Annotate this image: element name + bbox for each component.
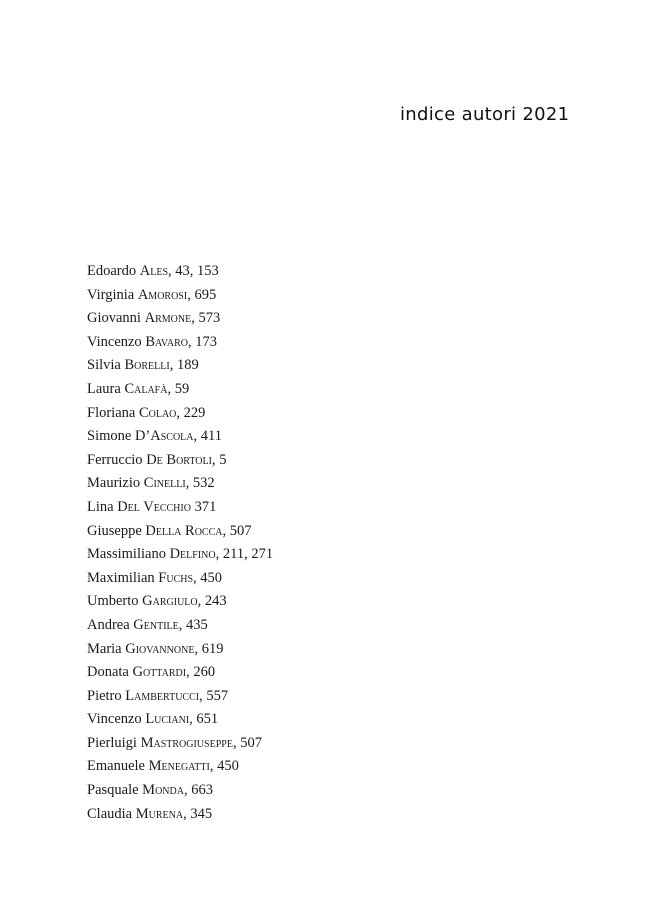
author-surname: Colao [138,404,177,421]
author-surname: Ales [139,263,168,279]
author-surname: Menegatti [148,758,210,775]
author-pages: , 507 [232,734,262,751]
author-first-name: Massimiliano [87,546,166,563]
author-surname: Calafà [124,380,168,397]
author-pages: , 651 [189,711,219,728]
author-first-name: Claudia [87,805,133,822]
page-title: indice autori 2021 [400,104,570,125]
author-first-name: Laura [87,380,121,397]
author-surname: Cinelli [143,475,186,492]
author-first-name: Vincenzo [87,333,142,350]
author-surname: Amorosi [137,286,188,303]
author-first-name: Andrea [87,616,130,633]
author-entry [87,543,273,567]
author-first-name: Virginia [87,286,135,303]
author-pages: , 173 [187,333,217,350]
author-surname: Gottardi [132,664,187,681]
author-first-name: Edoardo [87,263,137,279]
author-pages: , 619 [194,640,224,657]
author-entry [87,803,273,827]
author-entry [87,732,273,756]
author-entry [87,425,273,449]
author-entry [87,331,273,355]
author-pages: 371 [190,498,217,515]
author-pages: , 532 [185,475,215,492]
author-pages: , 345 [183,805,213,822]
author-first-name: Ferruccio [87,451,143,468]
author-surname: De Bortoli [146,451,212,468]
author-entry [87,614,273,638]
author-first-name: Pasquale [87,782,139,799]
author-pages: , 557 [199,687,229,704]
author-pages: , 43, 153 [168,263,219,279]
author-surname: Monda [142,782,184,799]
author-first-name: Simone [87,428,132,445]
author-entry [87,661,273,685]
author-first-name: Giovanni [87,310,141,327]
author-surname: Borelli [124,357,170,374]
author-entry [87,567,273,591]
author-pages: , 189 [169,357,199,374]
author-first-name: Maurizio [87,475,141,492]
author-surname: Del Vecchio [117,498,191,515]
author-first-name: Donata [87,664,129,681]
author-entry [87,354,273,378]
author-pages: , 450 [193,569,223,586]
author-surname: Luciani [145,711,190,728]
author-entry [87,708,273,732]
author-pages: , 663 [183,782,213,799]
author-pages: , 211, 271 [215,546,274,563]
author-index-list [87,260,273,826]
author-first-name: Vincenzo [87,711,142,728]
author-pages: , 229 [176,404,206,421]
author-first-name: Lina [87,498,114,515]
author-entry [87,402,273,426]
author-surname: D’Ascola [134,428,194,445]
author-first-name: Pietro [87,687,122,704]
author-entry [87,472,273,496]
author-surname: Giovannone [125,640,195,657]
author-entry [87,378,273,402]
author-pages: , 695 [187,286,217,303]
author-pages: , 573 [191,310,221,327]
author-first-name: Umberto [87,593,139,610]
author-first-name: Silvia [87,357,121,374]
author-entry [87,685,273,709]
author-pages: , 59 [167,380,190,397]
author-surname: Fuchs [158,569,194,586]
author-pages: , 435 [178,616,208,633]
author-entry [87,307,273,331]
author-surname: Lambertucci [125,687,200,704]
author-entry [87,755,273,779]
author-entry [87,284,273,308]
author-surname: Delfino [169,546,216,563]
author-pages: , 5 [211,451,227,468]
author-entry [87,779,273,803]
author-pages: , 260 [186,664,216,681]
author-surname: Murena [135,805,184,822]
author-first-name: Emanuele [87,758,145,775]
author-surname: Della Rocca [145,522,223,539]
author-entry [87,590,273,614]
author-pages: , 507 [222,522,252,539]
author-surname: Gargiulo [142,593,198,610]
author-first-name: Floriana [87,404,136,421]
author-first-name: Giuseppe [87,522,142,539]
author-first-name: Maximilian [87,569,155,586]
author-surname: Bavaro [145,333,188,350]
author-pages: , 450 [209,758,239,775]
author-first-name: Maria [87,640,122,657]
author-entry [87,449,273,473]
author-pages: , 411 [193,428,222,445]
author-pages: , 243 [197,593,227,610]
author-entry [87,520,273,544]
author-first-name: Pierluigi [87,734,137,751]
author-surname: Armone [144,310,192,327]
author-entry [87,260,273,284]
author-surname: Gentile [133,616,179,633]
author-entry [87,638,273,662]
author-surname: Mastrogiuseppe [140,734,233,751]
author-entry [87,496,273,520]
